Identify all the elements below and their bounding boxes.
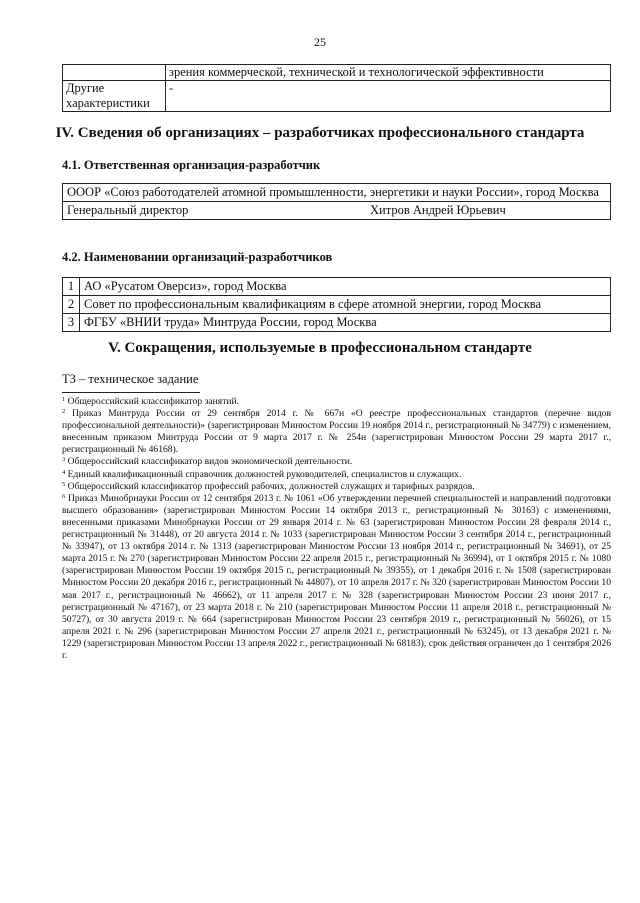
table-row (63, 314, 611, 332)
footnote-mark: 6 (62, 492, 66, 500)
footnote (62, 396, 611, 408)
section-4-1-heading: 4.1. Ответственная организация-разработчик (62, 158, 321, 172)
table-row (63, 81, 611, 112)
developer-name: ФГБУ «ВНИИ труда» Минтруда России, город Москва (80, 314, 611, 332)
table-cell-label (63, 65, 166, 81)
footnote (62, 481, 611, 493)
footnote-separator (62, 392, 200, 393)
org-name-cell: ОООР «Союз работодателей атомной промышленности, энергетики и науки России», город Москва (63, 184, 611, 202)
table-row (63, 65, 611, 81)
table-cell-label: Другие характеристики (63, 81, 166, 112)
page-number: 25 (314, 35, 326, 49)
footnote (62, 469, 611, 481)
footnote-mark: 1 (62, 396, 66, 403)
table-cell-value: - (166, 81, 611, 112)
footnote-text: Общероссийский классификатор профессий рабочих, должностей служащих и тарифных разрядов. (67, 480, 475, 492)
org-head-person: Хитров Андрей Юрьевич (370, 203, 506, 217)
footnote-mark: 3 (62, 456, 66, 464)
table-row (63, 184, 611, 202)
table-row (63, 202, 611, 220)
developer-number: 3 (63, 314, 80, 332)
footnote (62, 493, 611, 662)
footnote-text: Приказ Минобрнауки России от 12 сентября 2013 г. № 1061 «Об утверждении перечней специальностей и направлений подготовки высшего образования» (зарегистрирован Минюстом России 14 октября 2013 г., регистрационный № 30163) с изменениями, внесенными приказами Минобрнауки России от 29 января 2014 г. № 63 (зарегистрирован Минюстом России 28 февраля 2014 г., регистрационный № 31448), от 20 августа 2014 г. № 1033 (зарегистрирован Минюстом России 3 сентября 2014 г., регистрационный № 33947), от 13 октября 2014 г. № 1313 (зарегистрирован Минюстом России 13 ноября 2014 г., регистрационный № 34691), от 25 марта 2015 г. № 270 (зарегистрирован Минюстом России 22 апреля 2015 г., регистрационный № 36994), от 1 октября 2015 г. № 1080 (зарегистрирован Минюстом России 19 октября 2015 г., регистрационный № 39355), от 1 декабря 2016 г. № 1508 (зарегистрирован Минюстом России 20 декабря 2016 г., регистрационный № 44807), от 10 апреля 2017 г. № 320 (зарегистрирован Минюстом России 10 мая 2017 г., регистрационный № 46662), от 11 апреля 2017 г. № 328 (зарегистрирован Минюстом России 23 июня 2017 г., регистрационный № 47167), от 23 марта 2018 г. № 210 (зарегистрирован Минюстом России 11 апреля 2018 г., регистрационный № 50727), от 30 августа 2019 г. № 664 (зарегистрирован Минюстом России 23 сентября 2019 г., регистрационный № 56026), от 15 апреля 2021 г. № 296 (зарегистрирован Минюстом России 27 апреля 2021 г., регистрационный № 63245), от 13 декабря 2021 г. № 1229 (зарегистрирован Минюстом России 13 апреля 2022 г., регистрационный № 68183), срок действия ограничен до 1 сентября 2026 г. (62, 492, 611, 661)
footnotes (62, 396, 611, 662)
footnote-text: Общероссийский классификатор видов экономической деятельности. (67, 456, 353, 468)
footnote-text: Общероссийский классификатор занятий. (67, 396, 240, 407)
abbreviation-item: ТЗ – техническое задание (62, 372, 199, 386)
section-4-heading: IV. Сведения об организациях – разработчиках профессионального стандарта (55, 125, 585, 141)
table-row (63, 296, 611, 314)
table-cell-value: зрения коммерческой, технической и технологической эффективности (166, 65, 611, 81)
responsible-org-table (62, 183, 611, 220)
table-row (63, 278, 611, 296)
section-4-2-heading: 4.2. Наименовании организаций-разработчиков (62, 250, 333, 264)
footnote-mark: 5 (62, 480, 66, 488)
footnote-text: Приказ Минтруда России от 29 сентября 2014 г. № 667н «О реестре профессиональных стандартов (перечне видов профессиональной деятельности)» (зарегистрирован Минюстом России 19 ноября 2014 г., регистрационный № 34779) с изменением, внесенным приказом Минтруда России от 9 марта 2017 г. № 254н (зарегистрирован Минюстом России 29 марта 2017 г., регистрационный № 46168). (62, 408, 611, 456)
developer-number: 1 (63, 278, 80, 296)
footnote-mark: 4 (62, 468, 66, 476)
developers-table (62, 277, 611, 332)
footnote-text: Единый квалификационный справочник должностей руководителей, специалистов и служащих. (67, 468, 462, 480)
org-head-cell (63, 202, 611, 220)
footnote (62, 456, 611, 468)
developer-number: 2 (63, 296, 80, 314)
footnote (62, 408, 611, 456)
continuation-table (62, 64, 611, 112)
section-5-heading: V. Сокращения, используемые в профессиональном стандарте (108, 340, 532, 356)
developer-name: Совет по профессиональным квалификациям в сфере атомной энергии, город Москва (80, 296, 611, 314)
footnote-mark: 2 (62, 408, 66, 416)
developer-name: АО «Русатом Оверсиз», город Москва (80, 278, 611, 296)
org-head-role: Генеральный директор (67, 203, 189, 217)
